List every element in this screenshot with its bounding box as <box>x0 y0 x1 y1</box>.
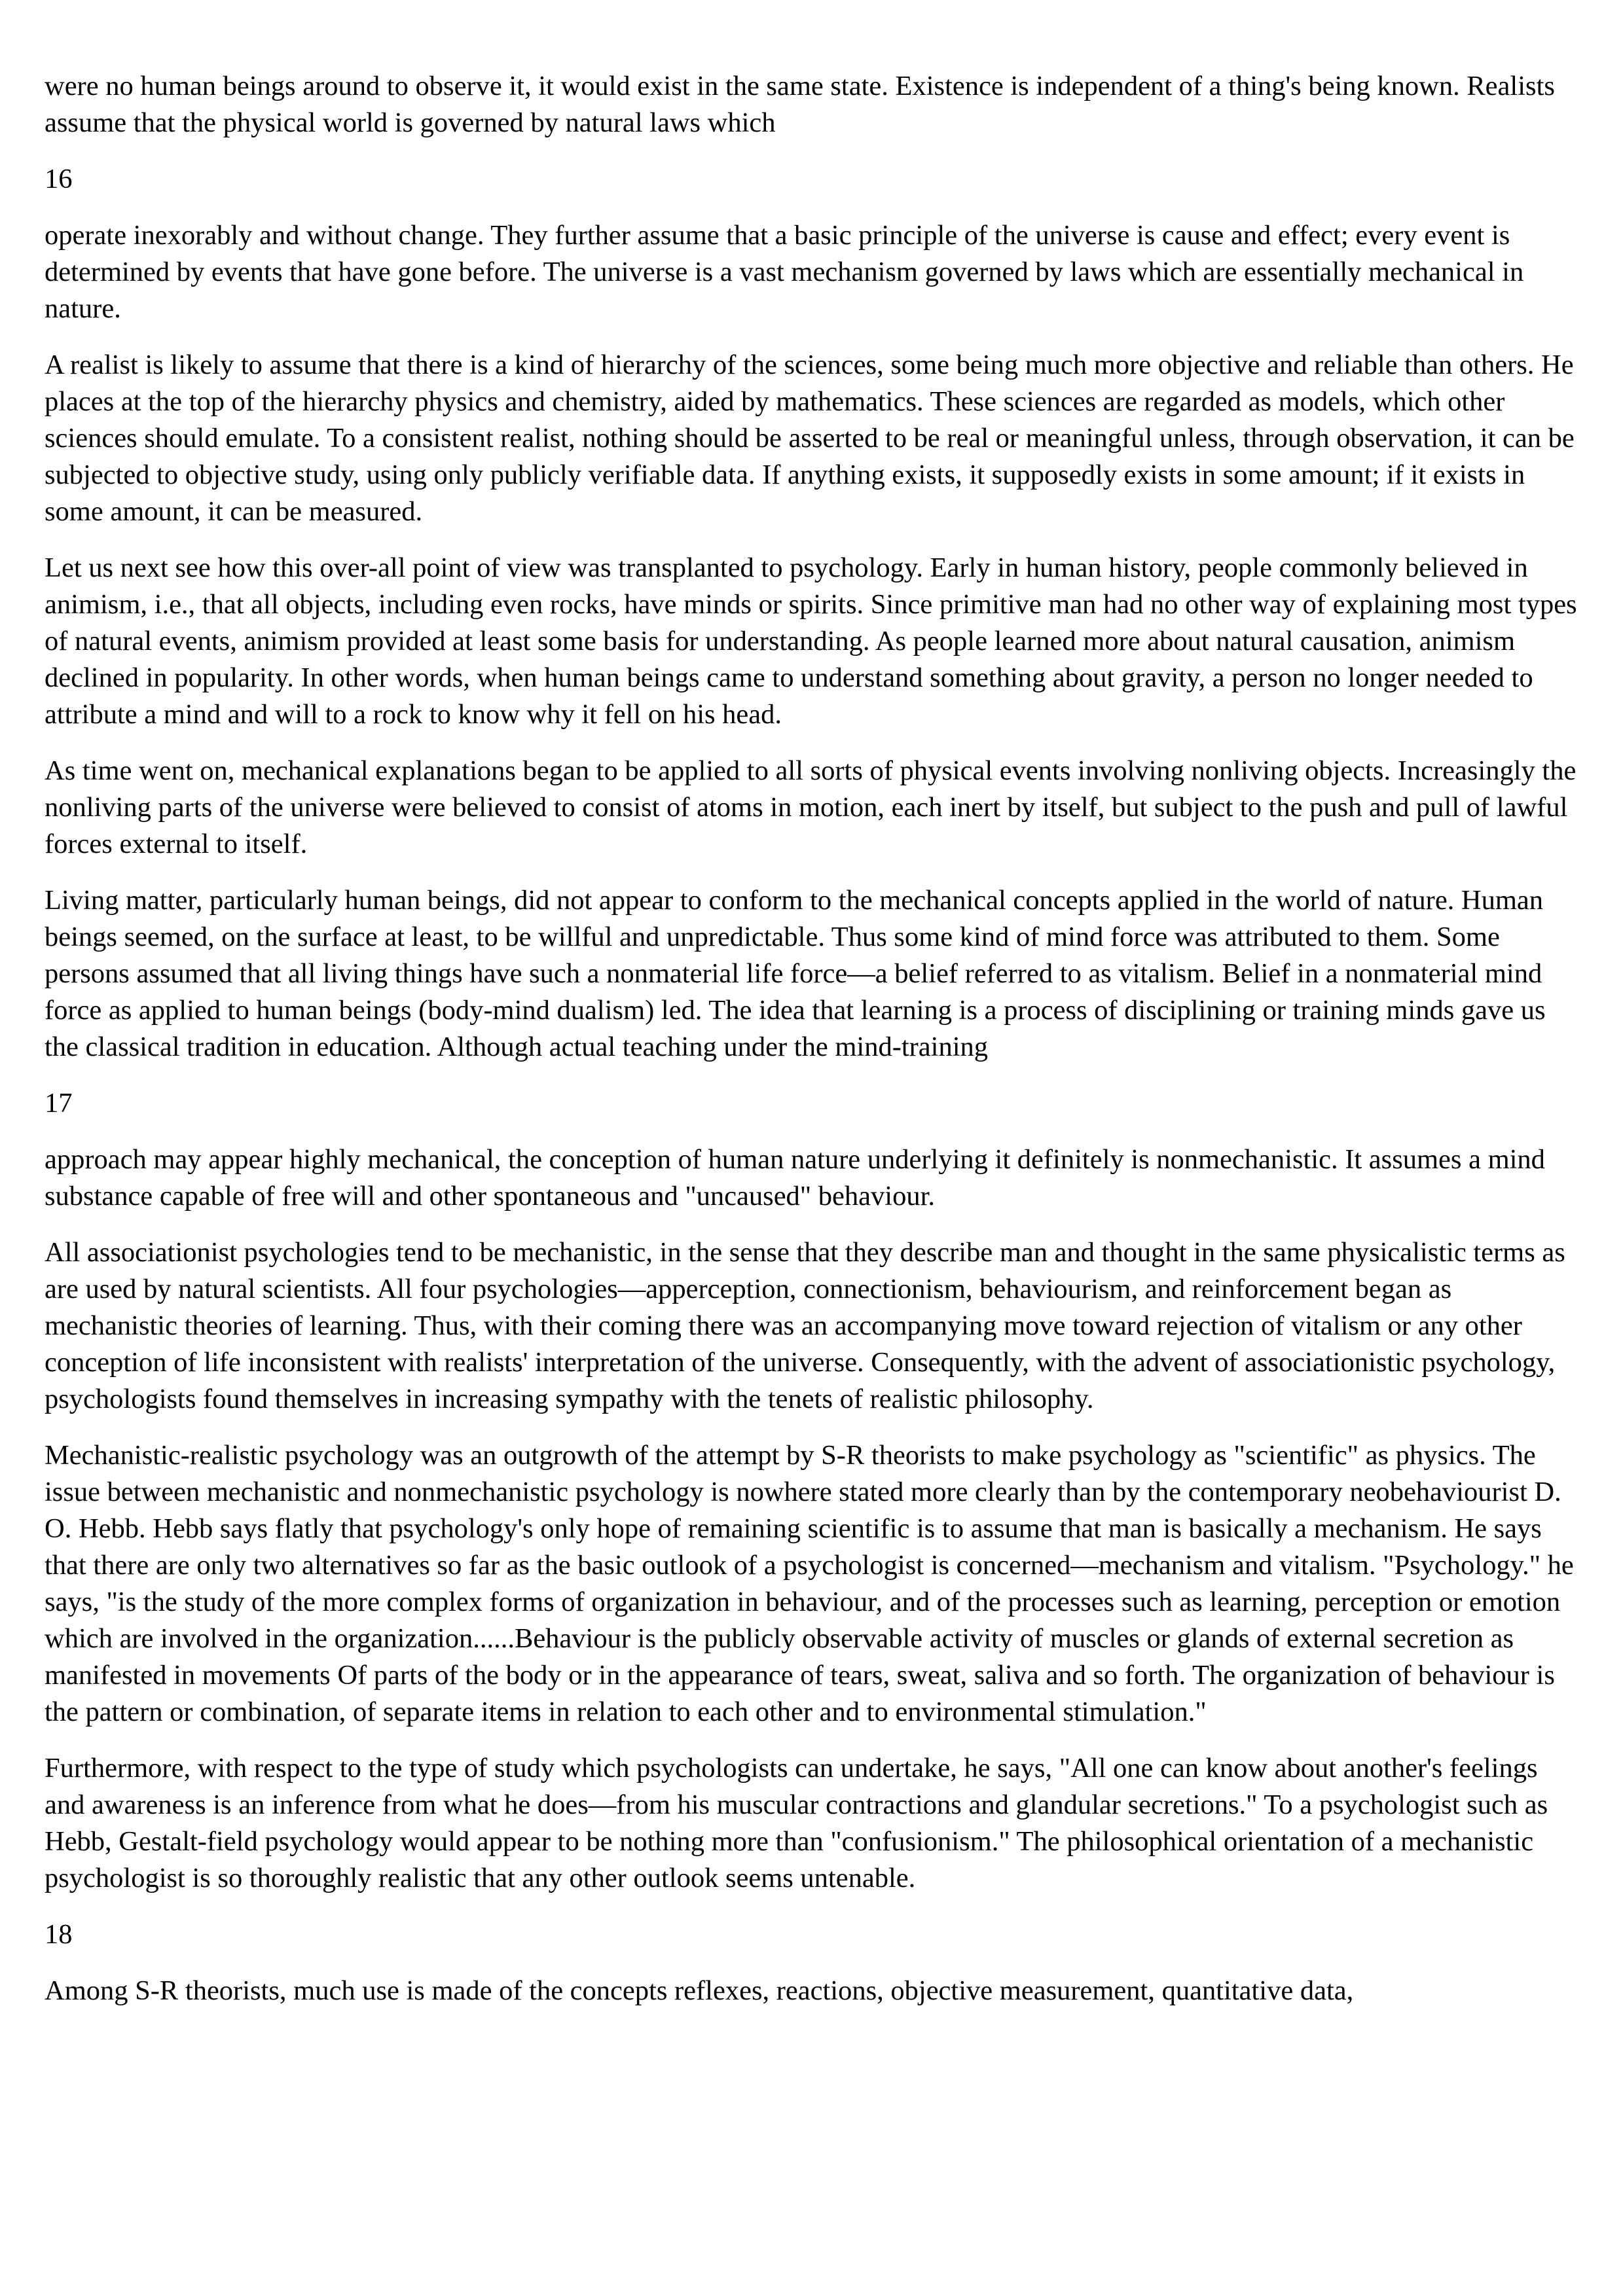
page-number: 17 <box>45 1088 73 1119</box>
paragraph: Furthermore, with respect to the type of study which psychologists can undertake, he says, "All one can know about another's feelings and awareness is an inference from what he does—from his muscular contractions and glandular secretions." To a psychologist such as Hebb, Gestalt-field psychology would appear to be nothing more than "confusionism." The philosophical orientation of a mechanistic psychologist is so thoroughly realistic that any other outlook seems untenable. <box>45 1753 1548 1893</box>
paragraph: All associationist psychologies tend to be mechanistic, in the sense that they describe man and thought in the same physicalistic terms as are used by natural scientists. All four psychologies—apperception, connectionism, behaviourism, and reinforcement began as mechanistic theories of learning. Thus, with their coming there was an accompanying move toward rejection of vitalism or any other conception of life inconsistent with realists' interpretation of the universe. Consequently, with the advent of associationistic psychology, psychologists found themselves in increasing sympathy with the tenets of realistic philosophy. <box>45 1237 1565 1414</box>
paragraph: Among S-R theorists, much use is made of the concepts reflexes, reactions, objective measurement, quantitative data, <box>45 1975 1354 2006</box>
paragraph: approach may appear highly mechanical, the conception of human nature underlying it definitely is nonmechanistic. It assumes a mind substance capable of free will and other spontaneous and "uncaused" behaviour. <box>45 1144 1545 1211</box>
paragraph: were no human beings around to observe it, it would exist in the same state. Existence is independent of a thing's being known. Realists assume that the physical world is governed by natural laws which <box>45 71 1555 138</box>
document-page <box>45 68 1580 2029</box>
paragraph: Mechanistic-realistic psychology was an outgrowth of the attempt by S-R theorists to make psychology as "scientific" as physics. The issue between mechanistic and nonmechanistic psychology is nowhere stated more clearly than by the contemporary neobehaviourist D. O. Hebb. Hebb says flatly that psychology's only hope of remaining scientific is to assume that man is basically a mechanism. He says that there are only two alternatives so far as the basic outlook of a psychologist is concerned—mechanism and vitalism. "Psychology." he says, "is the study of the more complex forms of organization in behaviour, and of the processes such as learning, perception or emotion which are involved in the organization......Behaviour is the publicly observable activity of muscles or glands of external secretion as manifested in movements Of parts of the body or in the appearance of tears, sweat, saliva and so forth. The organization of behaviour is the pattern or combination, of separate items in relation to each other and to environmental stimulation." <box>45 1440 1574 1727</box>
paragraph: Let us next see how this over-all point of view was transplanted to psychology. Early in human history, people commonly believed in animism, i.e., that all objects, including even rocks, have minds or spirits. Since primitive man had no other way of explaining most types of natural events, animism provided at least some basis for understanding. As people learned more about natural causation, animism declined in popularity. In other words, when human beings came to understand something about gravity, a person no longer needed to attribute a mind and will to a rock to know why it fell on his head. <box>45 552 1577 730</box>
paragraph: operate inexorably and without change. They further assume that a basic principle of the universe is cause and effect; every event is determined by events that have gone before. The universe is a vast mechanism governed by laws which are essentially mechanical in nature. <box>45 220 1524 324</box>
paragraph: A realist is likely to assume that there is a kind of hierarchy of the sciences, some being much more objective and reliable than others. He places at the top of the hierarchy physics and chemistry, aided by mathematics. These sciences are regarded as models, which other sciences should emulate. To a consistent realist, nothing should be asserted to be real or meaningful unless, through observation, it can be subjected to objective study, using only publicly verifiable data. If anything exists, it supposedly exists in some amount; if it exists in some amount, it can be measured. <box>45 350 1575 527</box>
page-number: 18 <box>45 1919 73 1950</box>
page-number: 16 <box>45 164 73 194</box>
paragraph: Living matter, particularly human beings, did not appear to conform to the mechanical concepts applied in the world of nature. Human beings seemed, on the surface at least, to be willful and unpredictable. Thus some kind of mind force was attributed to them. Some persons assumed that all living things have such a nonmaterial life force—a belief referred to as vitalism. Belief in a nonmaterial mind force as applied to human beings (body-mind dualism) led. The idea that learning is a process of disciplining or training minds gave us the classical tradition in education. Although actual teaching under the mind-training <box>45 885 1546 1062</box>
paragraph: As time went on, mechanical explanations began to be applied to all sorts of physical events involving nonliving objects. Increasingly the nonliving parts of the universe were believed to consist of atoms in motion, each inert by itself, but subject to the push and pull of lawful forces external to itself. <box>45 755 1577 859</box>
